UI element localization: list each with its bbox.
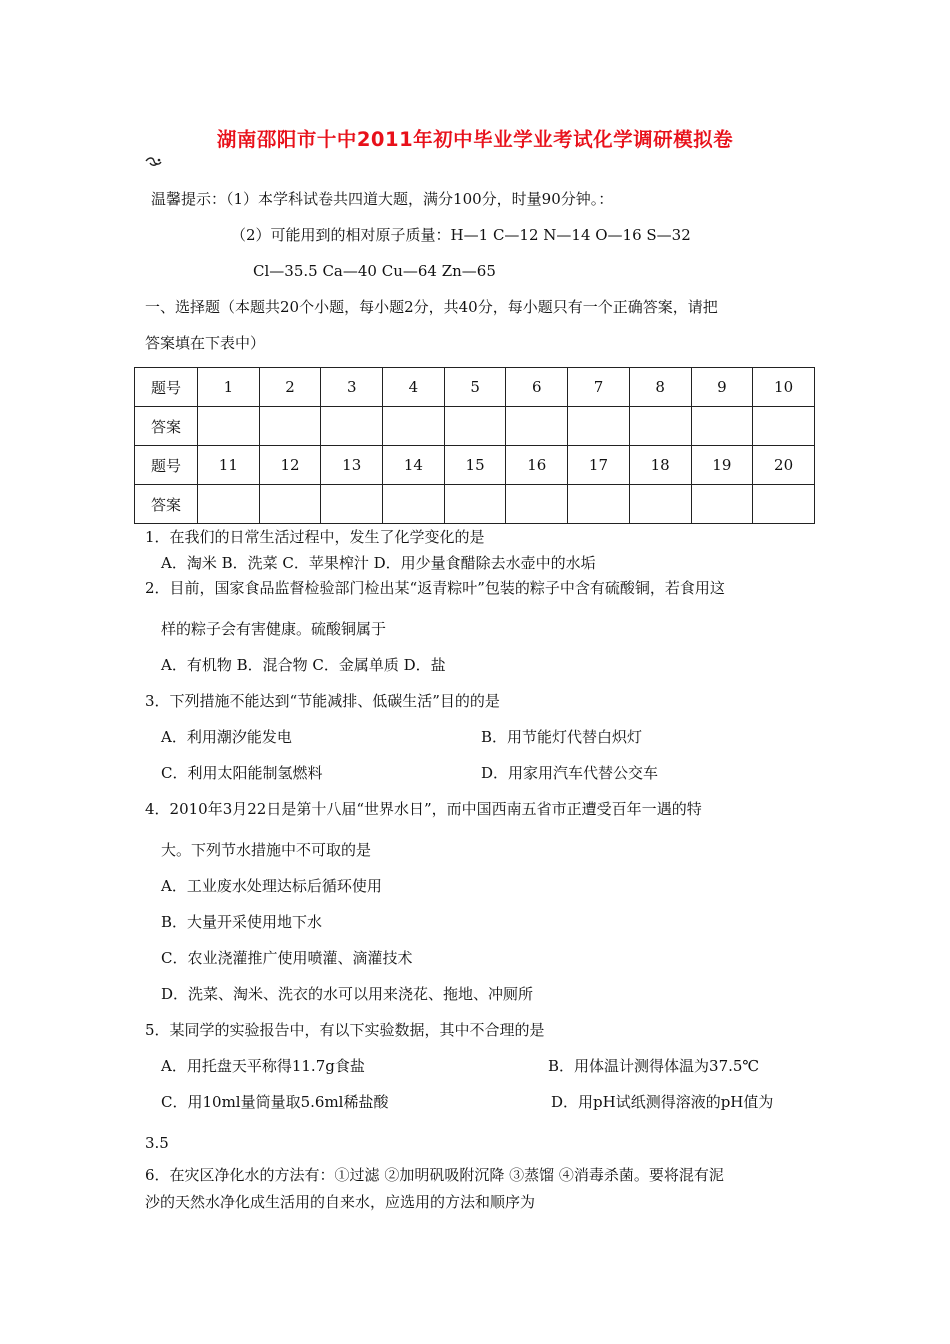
notice-line-1: 温馨提示：（1）本学科试卷共四道大题，满分100分，时量90分钟。：: [151, 190, 614, 208]
question-4-option-c: C．农业浇灌推广使用喷灌、滴灌技术: [161, 949, 413, 967]
number-cell: 15: [444, 446, 506, 485]
number-cell: 13: [321, 446, 383, 485]
answer-cell[interactable]: [383, 485, 445, 524]
number-cell: 2: [259, 368, 321, 407]
question-4-option-d: D．洗菜、淘米、洗衣的水可以用来浇花、拖地、冲厕所: [161, 985, 534, 1003]
number-cell: 17: [568, 446, 630, 485]
question-4-option-a: A．工业废水处理达标后循环使用: [161, 877, 382, 895]
question-3-stem: 3．下列措施不能达到“节能减排、低碳生活”目的的是: [145, 692, 500, 710]
question-1-options: A．淘米 B．洗菜 C．苹果榨汁 D．用少量食醋除去水壶中的水垢: [161, 554, 596, 572]
question-5-option-c: C．用10ml量筒量取5.6ml稀盐酸: [161, 1093, 389, 1111]
number-cell: 3: [321, 368, 383, 407]
question-2-stem-cont: 样的粽子会有害健康。硫酸铜属于: [161, 620, 387, 638]
answer-cell[interactable]: [568, 407, 630, 446]
notice-line-2: （2）可能用到的相对原子质量：H—1 C—12 N—14 O—16 S—32: [231, 226, 691, 244]
answer-cell[interactable]: [383, 407, 445, 446]
answer-cell[interactable]: [444, 485, 506, 524]
question-4-stem: 4．2010年3月22日是第十八届“世界水日”，而中国西南五省市正遭受百年一遇的特: [145, 800, 702, 818]
question-3-option-c: C．利用太阳能制氢燃料: [161, 764, 323, 782]
section-heading: 一、选择题（本题共20个小题，每小题2分，共40分，每小题只有一个正确答案，请把: [145, 298, 718, 316]
answer-cell[interactable]: [259, 407, 321, 446]
answer-cell[interactable]: [198, 407, 260, 446]
question-1-stem: 1．在我们的日常生活过程中，发生了化学变化的是: [145, 528, 485, 546]
answer-cell[interactable]: [506, 407, 568, 446]
number-cell: 18: [629, 446, 691, 485]
number-cell: 5: [444, 368, 506, 407]
question-4-option-b: B．大量开采使用地下水: [161, 913, 323, 931]
answer-table: [134, 367, 815, 524]
number-cell: 11: [198, 446, 260, 485]
number-cell: 16: [506, 446, 568, 485]
number-cell: 6: [506, 368, 568, 407]
number-cell: 4: [383, 368, 445, 407]
scribble-icon: [145, 156, 163, 168]
question-2-options: A．有机物 B．混合物 C．金属单质 D．盐: [161, 656, 446, 674]
number-cell: 9: [691, 368, 753, 407]
question-3-option-d: D．用家用汽车代替公交车: [481, 764, 659, 782]
question-6-stem: 6．在灾区净化水的方法有：①过滤 ②加明矾吸附沉降 ③蒸馏 ④消毒杀菌。要将混有泥: [145, 1166, 724, 1184]
answer-cell[interactable]: [568, 485, 630, 524]
question-2-stem: 2．目前，国家食品监督检验部门检出某“返青粽叶”包装的粽子中含有硫酸铜，若食用这: [145, 579, 725, 597]
answer-cell[interactable]: [321, 407, 383, 446]
question-3-option-a: A．利用潮汐能发电: [161, 728, 292, 746]
table-row: [135, 368, 815, 407]
number-cell: 12: [259, 446, 321, 485]
number-label: 题号: [135, 446, 198, 485]
answer-cell[interactable]: [629, 485, 691, 524]
exam-title: 湖南邵阳市十中2011年初中毕业学业考试化学调研模拟卷: [216, 128, 734, 151]
answer-cell[interactable]: [506, 485, 568, 524]
number-cell: 8: [629, 368, 691, 407]
question-6-stem-cont: 沙的天然水净化成生活用的自来水，应选用的方法和顺序为: [145, 1193, 536, 1211]
question-5-option-b: B．用体温计测得体温为37.5℃: [548, 1057, 760, 1075]
answer-cell[interactable]: [753, 485, 815, 524]
question-5-stem: 5．某同学的实验报告中，有以下实验数据，其中不合理的是: [145, 1021, 545, 1039]
question-4-stem-cont: 大。下列节水措施中不可取的是: [161, 841, 372, 859]
question-3-option-b: B．用节能灯代替白炽灯: [481, 728, 643, 746]
number-label: 题号: [135, 368, 198, 407]
table-row: [135, 446, 815, 485]
answer-cell[interactable]: [444, 407, 506, 446]
answer-cell[interactable]: [691, 485, 753, 524]
number-cell: 19: [691, 446, 753, 485]
number-cell: 20: [753, 446, 815, 485]
question-5-option-d-cont: 3.5: [145, 1134, 169, 1152]
answer-cell[interactable]: [691, 407, 753, 446]
section-heading-cont: 答案填在下表中）: [145, 334, 266, 352]
question-5-option-d: D．用pH试纸测得溶液的pH值为: [551, 1093, 774, 1111]
answer-label: 答案: [135, 485, 198, 524]
number-cell: 7: [568, 368, 630, 407]
answer-cell[interactable]: [259, 485, 321, 524]
answer-label: 答案: [135, 407, 198, 446]
question-5-option-a: A．用托盘天平称得11.7g食盐: [161, 1057, 365, 1075]
table-row: [135, 485, 815, 524]
notice-line-3: Cl—35.5 Ca—40 Cu—64 Zn—65: [253, 262, 496, 280]
table-row: [135, 407, 815, 446]
answer-cell[interactable]: [198, 485, 260, 524]
answer-cell[interactable]: [753, 407, 815, 446]
number-cell: 10: [753, 368, 815, 407]
answer-cell[interactable]: [629, 407, 691, 446]
answer-cell[interactable]: [321, 485, 383, 524]
number-cell: 1: [198, 368, 260, 407]
number-cell: 14: [383, 446, 445, 485]
